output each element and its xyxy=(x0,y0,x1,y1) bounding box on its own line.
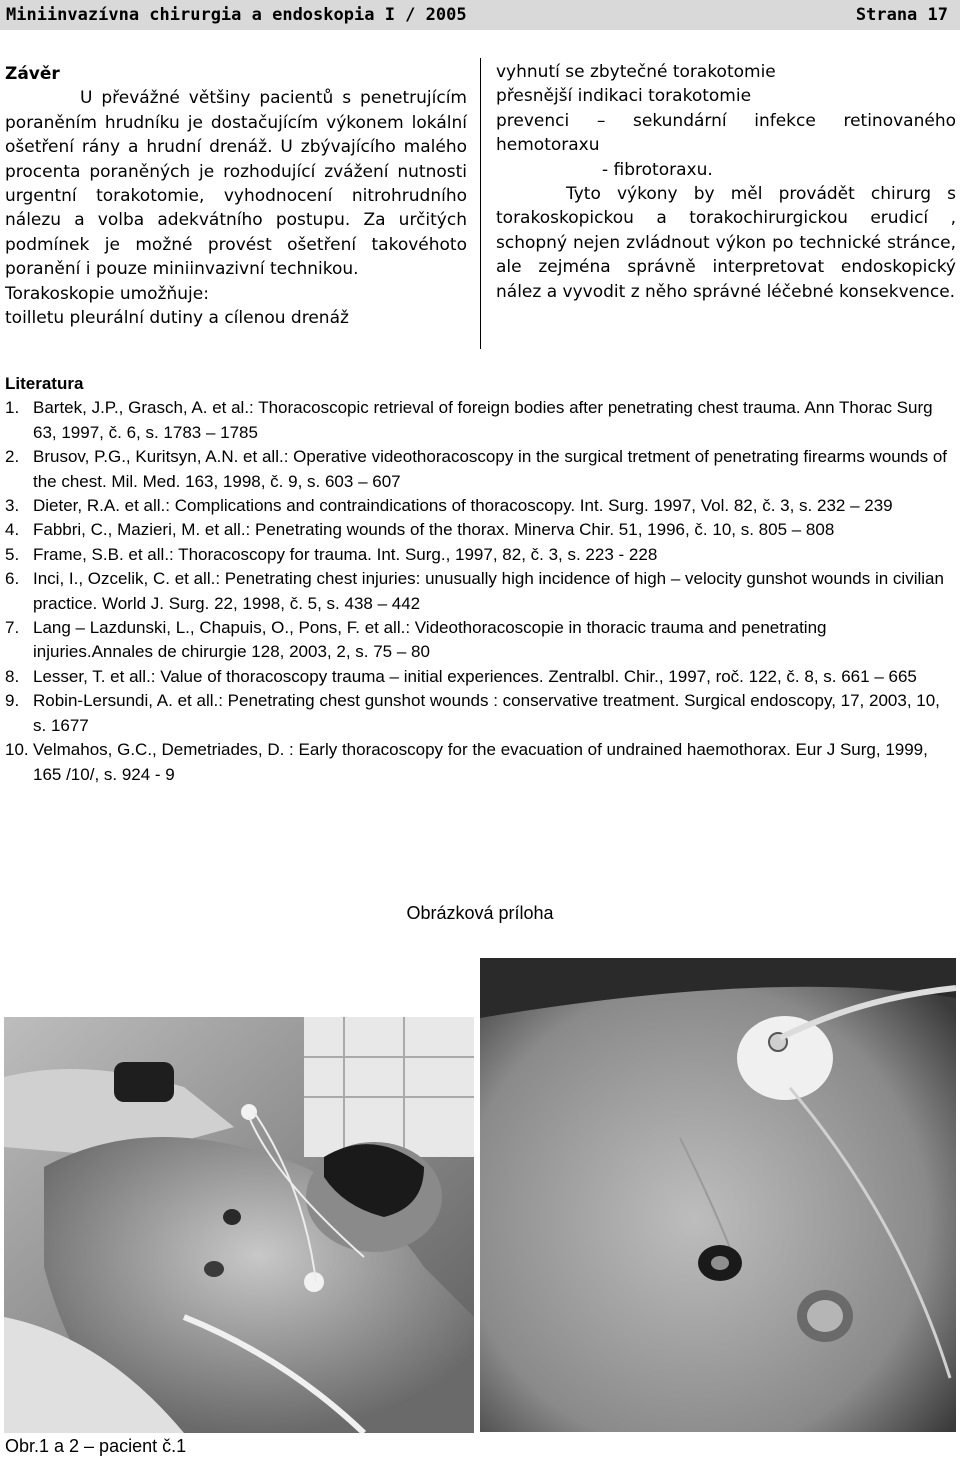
reference-item: 7. Lang – Lazdunski, L., Chapuis, O., Pons, F. et all.: Videothoracoscopie in thoracic trauma and penetrating injuries.Annales de chirurgie 128, 2003, 2, s. 75 – 80 xyxy=(5,618,827,662)
literature-section xyxy=(5,372,950,787)
column-divider xyxy=(480,58,481,349)
thoracoscopy-item-4: prevenci – sekundární infekce retinovaného hemotoraxu xyxy=(496,110,956,156)
surgeon-paragraph: Tyto výkony by měl provádět chirurg s torakoskopickou a torakochirurgickou erudicí , schopný nejen zvládnout výkon po technické stránce, ale zejména správně interpretovat endoskopický nález a vyvodit z něho správné léčebné konsekvence. xyxy=(496,184,956,302)
patient-photo-1 xyxy=(4,1017,474,1433)
reference-item: 5. Frame, S.B. et all.: Thoracoscopy for trauma. Int. Surg., 1997, 82, č. 3, s. 223 - 228 xyxy=(5,544,658,564)
reference-item: 3. Dieter, R.A. et all.: Complications and contraindications of thoracoscopy. Int. Surg. 1997, Vol. 82, č. 3, s. 232 – 239 xyxy=(5,496,893,516)
reference-item: 9. Robin-Lersundi, A. et all.: Penetrating chest gunshot wounds : conservative treatment. Surgical endoscopy, 17, 2003, 10, s. 1677 xyxy=(5,691,940,735)
page-header xyxy=(0,0,960,30)
reference-item: 1. Bartek, J.P., Grasch, A. et al.: Thoracoscopic retrieval of foreign bodies after penetrating chest trauma. Ann Thorac Surg 63, 1997, č. 6, s. 1783 – 1785 xyxy=(5,398,933,442)
conclusion-paragraph: U převážné většiny pacientů s penetrujícím poraněním hrudníku je dostačujícím výkonem lokální ošetření rány a hrudní drenáž. U zbývajícího malého procenta poraněných je rozhodující zvážení nutnosti urgentní torakotomie, vyhodnocení nitrohrudního nálezu a volba adekvátního postupu. Za určitých podmínek je možné provést ošetření takovéhoto poranění i pouze miniinvazivní technikou. xyxy=(5,88,467,280)
reference-item: 8. Lesser, T. et all.: Value of thoracoscopy trauma – initial experiences. Zentralbl. Chir., 1997, roč. 122, č. 8, s. 661 – 665 xyxy=(5,666,917,686)
appendix-title: Obrázková príloha xyxy=(406,903,554,923)
thoracoscopy-item-1: toilletu pleurální dutiny a cílenou drenáž xyxy=(5,308,349,329)
journal-title: Miniinvazívna chirurgia a endoskopia I / 2005 xyxy=(6,5,467,25)
reference-item: 10. Velmahos, G.C., Demetriades, D. : Early thoracoscopy for the evacuation of undrained haemothorax. Eur J Surg, 1999, 165 /10/, s. 924 - 9 xyxy=(5,740,928,784)
reference-item: 6. Inci, I., Ozcelik, C. et all.: Penetrating chest injuries: unusually high incidence of high – velocity gunshot wounds in civilian practice. World J. Surg. 22, 1998, č. 5, s. 438 – 442 xyxy=(5,569,944,613)
thoracoscopy-item-3: přesnější indikaci torakotomie xyxy=(496,86,752,107)
page-number: Strana 17 xyxy=(855,5,948,25)
literature-heading: Literatura xyxy=(5,374,84,393)
photo-caption: Obr.1 a 2 – pacient č.1 xyxy=(5,1436,187,1456)
conclusion-heading: Závěr xyxy=(5,64,60,84)
left-column xyxy=(5,62,467,330)
right-column xyxy=(496,60,956,304)
thoracoscopy-intro: Torakoskopie umožňuje: xyxy=(5,283,209,304)
reference-item: 4. Fabbri, C., Mazieri, M. et all.: Penetrating wounds of the thorax. Minerva Chir. 51, 1996, č. 10, s. 805 – 808 xyxy=(5,520,835,540)
thoracoscopy-item-2: vyhnutí se zbytečné torakotomie xyxy=(496,62,776,82)
reference-list xyxy=(5,396,950,787)
reference-item: 2. Brusov, P.G., Kuritsyn, A.N. et all.: Operative videothoracoscopy in the surgical tretment of penetrating firearms wounds of the chest. Mil. Med. 163, 1998, č. 9, s. 603 – 607 xyxy=(5,447,948,491)
chest-wound-photo-2 xyxy=(480,958,956,1432)
thoracoscopy-item-5: - fibrotoraxu. xyxy=(602,159,713,180)
